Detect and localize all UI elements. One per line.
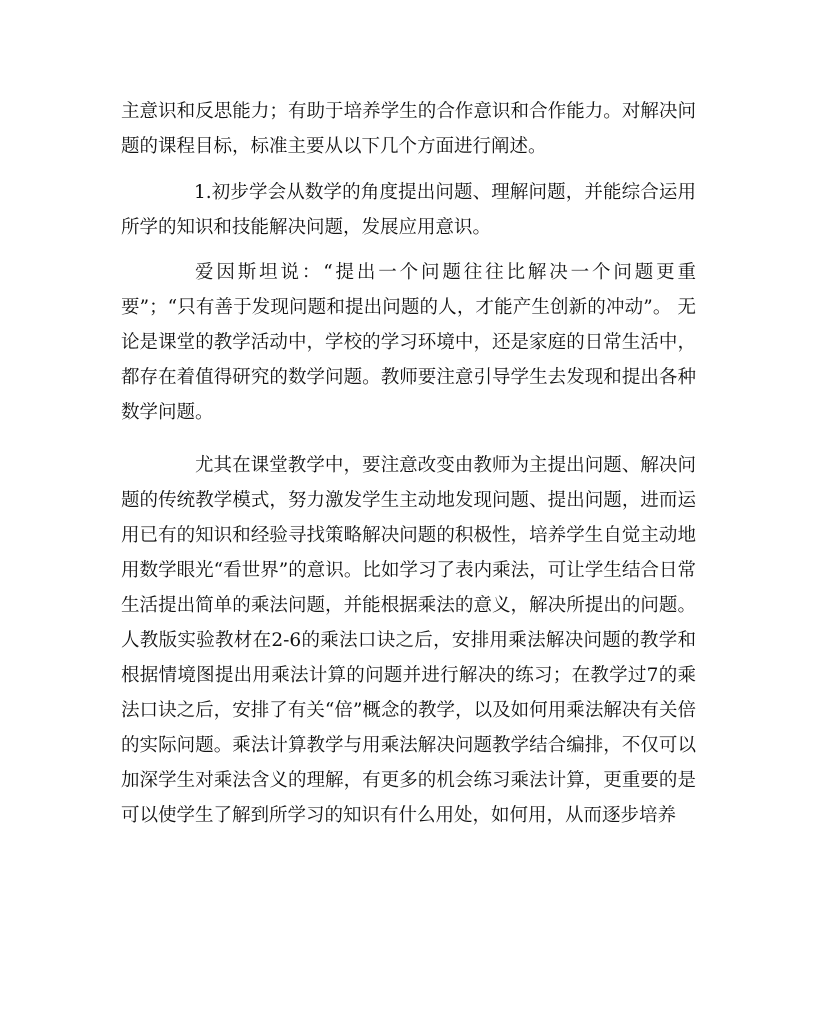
paragraph-classroom-teaching: 尤其在课堂教学中，要注意改变由教师为主提出问题、解决问题的传统教学模式，努力激发学生主动地发现问题、提出问题，进而运用已有的知识和经验寻找策略解决问题的积极性，培养学生自觉主动地用数学眼光“看世界”的意识。比如学习了表内乘法，可让学生结合日常生活提出简单的乘法问题，并能根据乘法的意义，解决所提出的问题。人教版实验教材在2-6的乘法口诀之后，安排用乘法解决问题的教学和根据情境图提出用乘法计算的问题并进行解决的练习；在教学过7的乘法口诀之后，安排了有关“倍”概念的教学，以及如何用乘法解决有关倍的实际问题。乘法计算教学与用乘法解决问题教学结合编排，不仅可以加深学生对乘法含义的理解，有更多的机会练习乘法计算，更重要的是可以使学生了解到所学习的知识有什么用处，如何用，从而逐步培养 bbox=[121, 455, 696, 826]
paragraph-einstein-quote: 爱因斯坦说：“提出一个问题往往比解决一个问题更重要”；“只有善于发现问题和提出问题的人，才能产生创新的冲动”。 无论是课堂的教学活动中，学校的学习环境中，还是家庭的日常生活中，都存在着值得研究的数学问题。教师要注意引导学生去发现和提出各种数学问题。 bbox=[121, 262, 696, 423]
paragraph-goal-item-1: 1.初步学会从数学的角度提出问题、理解问题，并能综合运用所学的知识和技能解决问题，发展应用意识。 bbox=[121, 182, 696, 238]
paragraph-continuation: 主意识和反思能力；有助于培养学生的合作意识和合作能力。对解决问题的课程目标，标准主要从以下几个方面进行阐述。 bbox=[121, 101, 696, 157]
document-body bbox=[121, 94, 696, 833]
